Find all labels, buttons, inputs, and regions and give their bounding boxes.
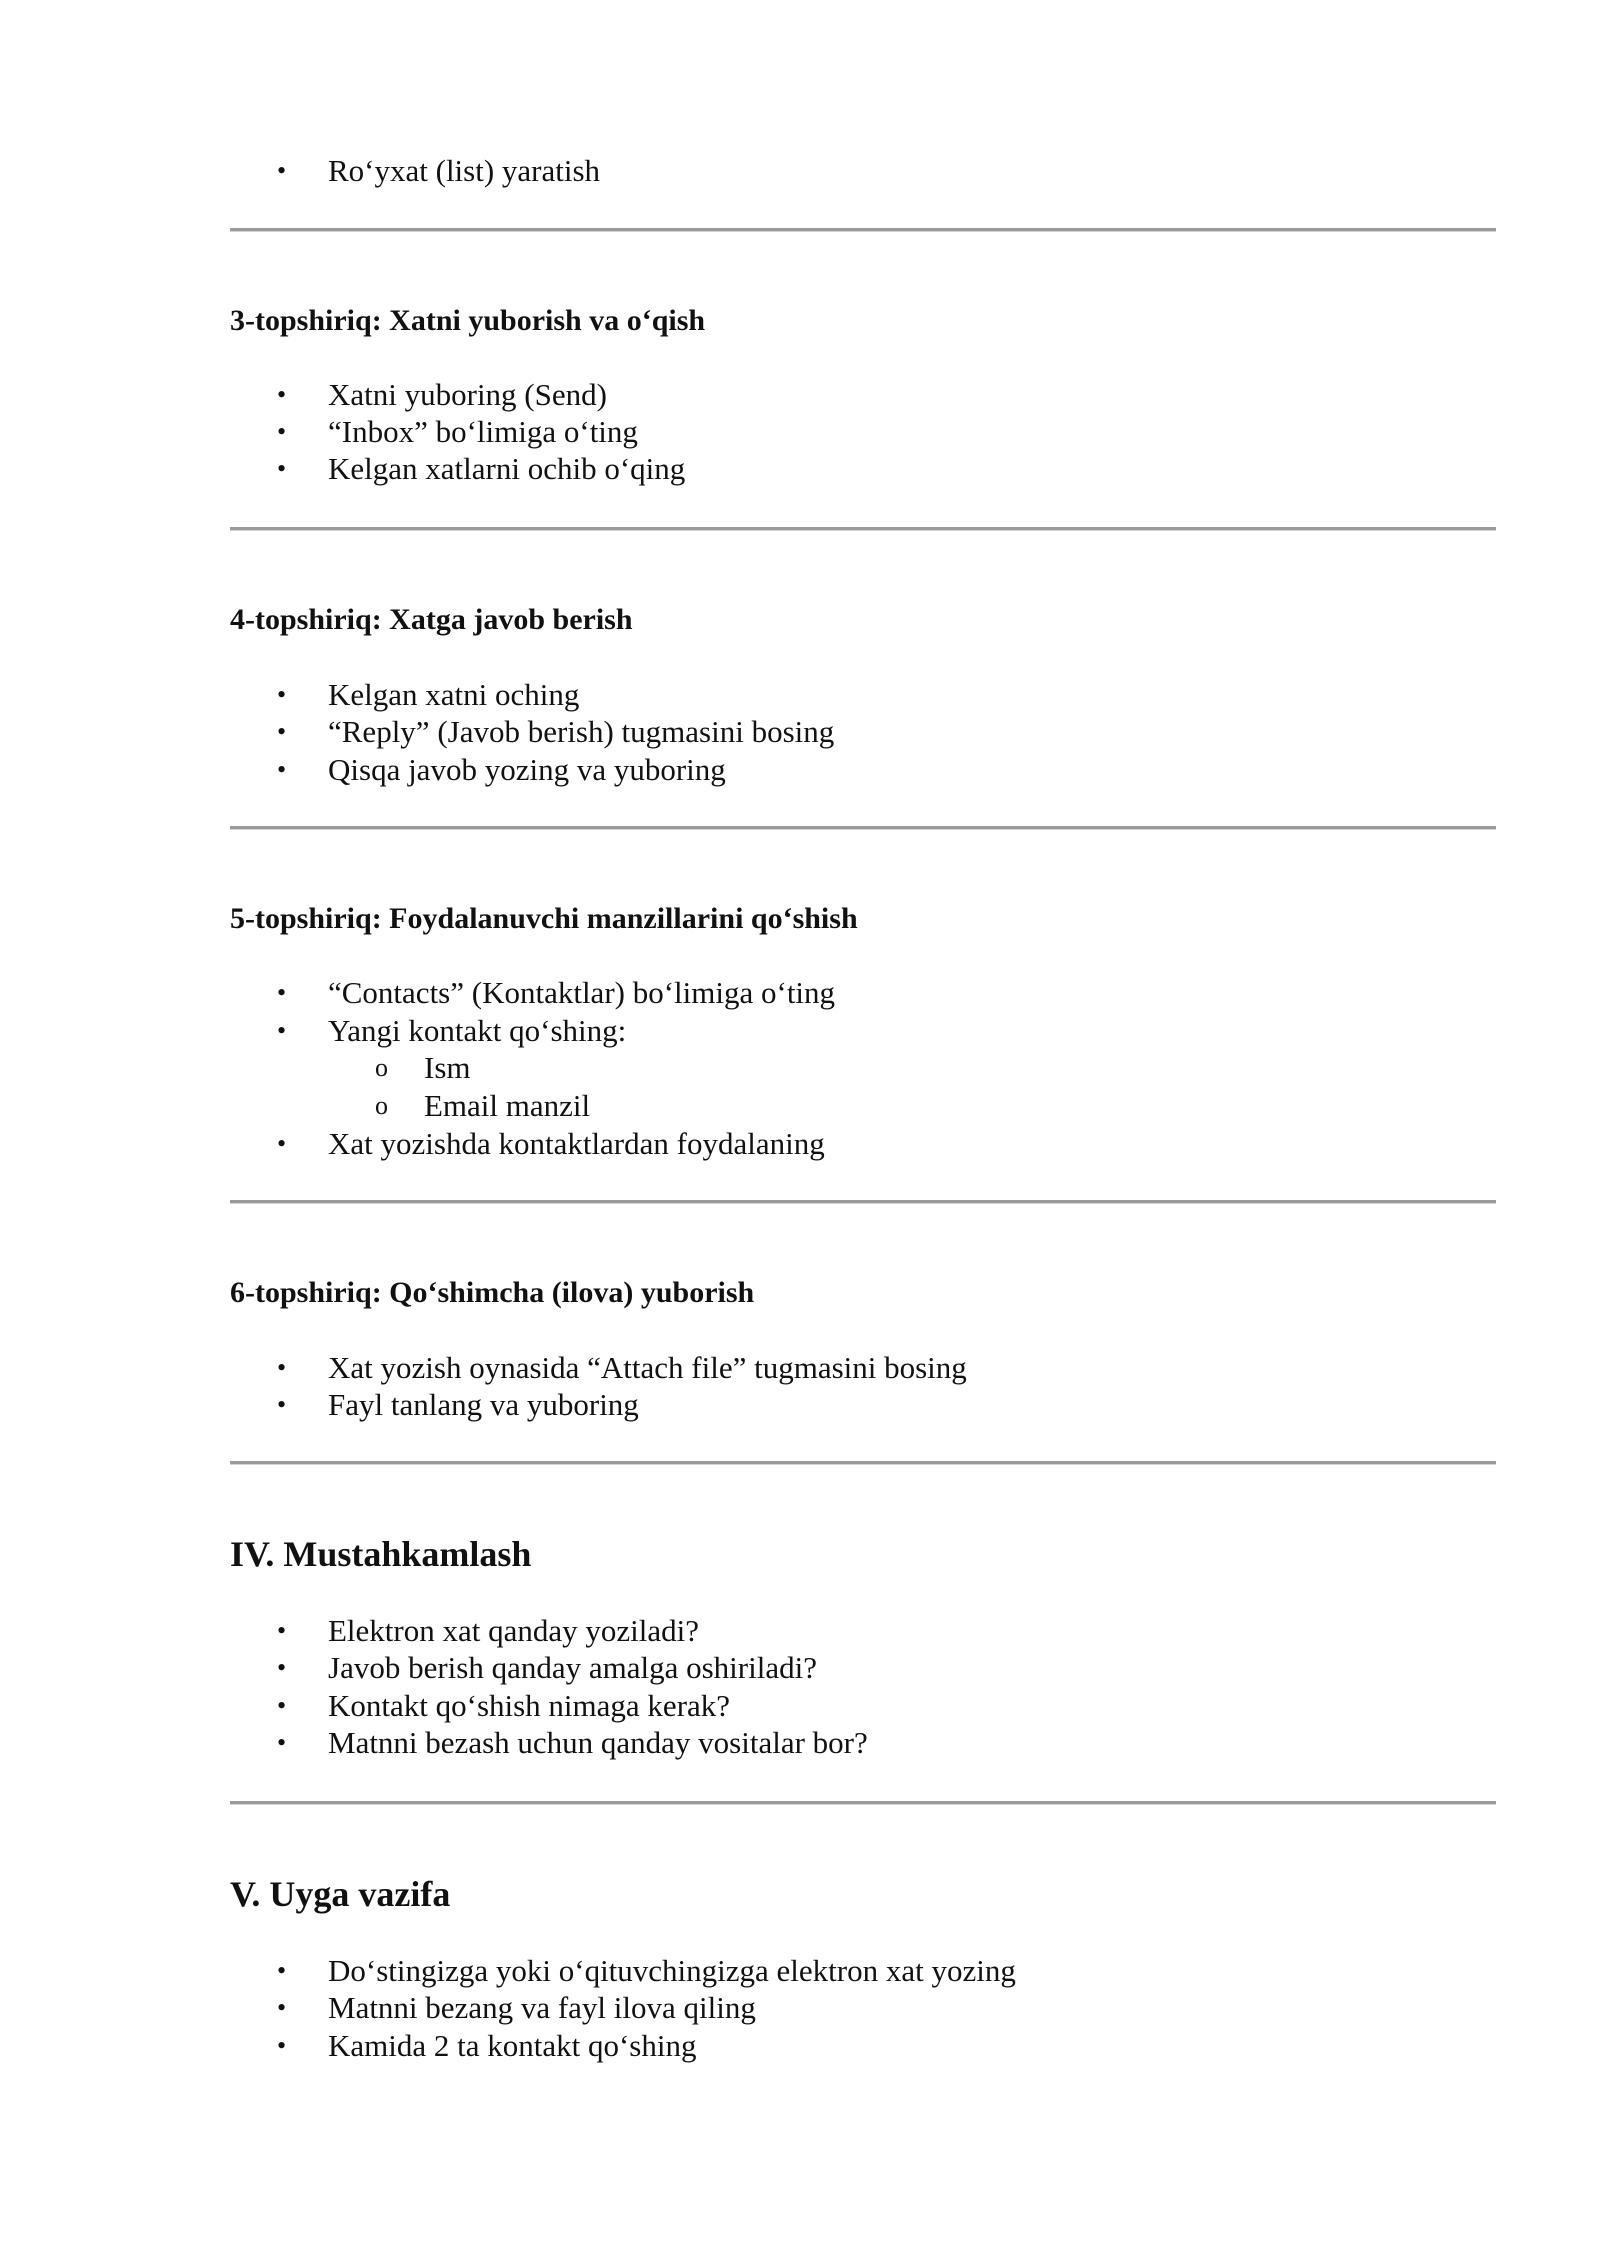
list-item-text: Kelgan xatlarni ochib o‘qing (328, 451, 686, 486)
horizontal-rule (230, 1801, 1496, 1805)
sub-list-item-text: Email manzil (424, 1088, 591, 1123)
bullet-marker: • (277, 717, 287, 746)
bullet-marker: • (277, 978, 287, 1007)
bullet-marker: • (277, 156, 287, 185)
list-item-text: Matnni bezash uchun qanday vositalar bor? (328, 1725, 868, 1760)
bullet-marker: • (277, 1016, 287, 1045)
list-item-text: “Contacts” (Kontaktlar) bo‘limiga o‘ting (328, 975, 836, 1010)
horizontal-rule (230, 228, 1496, 232)
bullet-marker: • (277, 380, 287, 409)
section-heading: V. Uyga vazifa (230, 1874, 451, 1914)
list-item-text: Matnni bezang va fayl ilova qiling (328, 1990, 756, 2025)
sub-bullet-marker: o (375, 1053, 388, 1082)
bullet-marker: • (277, 755, 287, 784)
list-item-text: Qisqa javob yozing va yuboring (328, 752, 726, 787)
task-heading: 6-topshiriq: Qo‘shimcha (ilova) yuborish (230, 1276, 755, 1309)
list-item-text: Xatni yuboring (Send) (328, 377, 607, 412)
list-item-text: Do‘stingizga yoki o‘qituvchingizga elektron xat yozing (328, 1953, 1016, 1988)
bullet-marker: • (277, 1993, 287, 2022)
bullet-marker: • (277, 1353, 287, 1382)
bullet-marker: • (277, 1956, 287, 1985)
horizontal-rule (230, 527, 1496, 531)
list-item-text: Kontakt qo‘shish nimaga kerak? (328, 1688, 731, 1723)
task-heading: 5-topshiriq: Foydalanuvchi manzillarini qo‘shish (230, 902, 858, 935)
horizontal-rule (230, 1461, 1496, 1465)
list-item-text: Ro‘yxat (list) yaratish (328, 153, 601, 188)
section-heading: IV. Mustahkamlash (230, 1534, 532, 1574)
bullet-marker: • (277, 1390, 287, 1419)
bullet-marker: • (277, 1129, 287, 1158)
sub-bullet-marker: o (375, 1091, 388, 1120)
task-heading: 3-topshiriq: Xatni yuborish va o‘qish (230, 304, 706, 337)
list-item-text: Elektron xat qanday yoziladi? (328, 1613, 700, 1648)
bullet-marker: • (277, 680, 287, 709)
bullet-marker: • (277, 454, 287, 483)
bullet-marker: • (277, 1653, 287, 1682)
bullet-marker: • (277, 1728, 287, 1757)
list-item-text: “Reply” (Javob berish) tugmasini bosing (328, 714, 835, 749)
list-item-text: Xat yozish oynasida “Attach file” tugmasini bosing (328, 1350, 967, 1385)
list-item-text: Yangi kontakt qo‘shing: (328, 1013, 627, 1048)
horizontal-rule (230, 826, 1496, 830)
sub-list-item-text: Ism (424, 1050, 471, 1085)
task-heading: 4-topshiriq: Xatga javob berish (230, 603, 633, 636)
bullet-marker: • (277, 1616, 287, 1645)
bullet-marker: • (277, 417, 287, 446)
bullet-marker: • (277, 2031, 287, 2060)
horizontal-rule (230, 1200, 1496, 1204)
list-item-text: “Inbox” bo‘limiga o‘ting (328, 414, 638, 449)
list-item-text: Fayl tanlang va yuboring (328, 1387, 639, 1422)
list-item-text: Kelgan xatni oching (328, 677, 580, 712)
bullet-marker: • (277, 1691, 287, 1720)
list-item-text: Javob berish qanday amalga oshiriladi? (328, 1650, 817, 1685)
list-item-text: Xat yozishda kontaktlardan foydalaning (328, 1126, 825, 1161)
list-item-text: Kamida 2 ta kontakt qo‘shing (328, 2028, 697, 2063)
